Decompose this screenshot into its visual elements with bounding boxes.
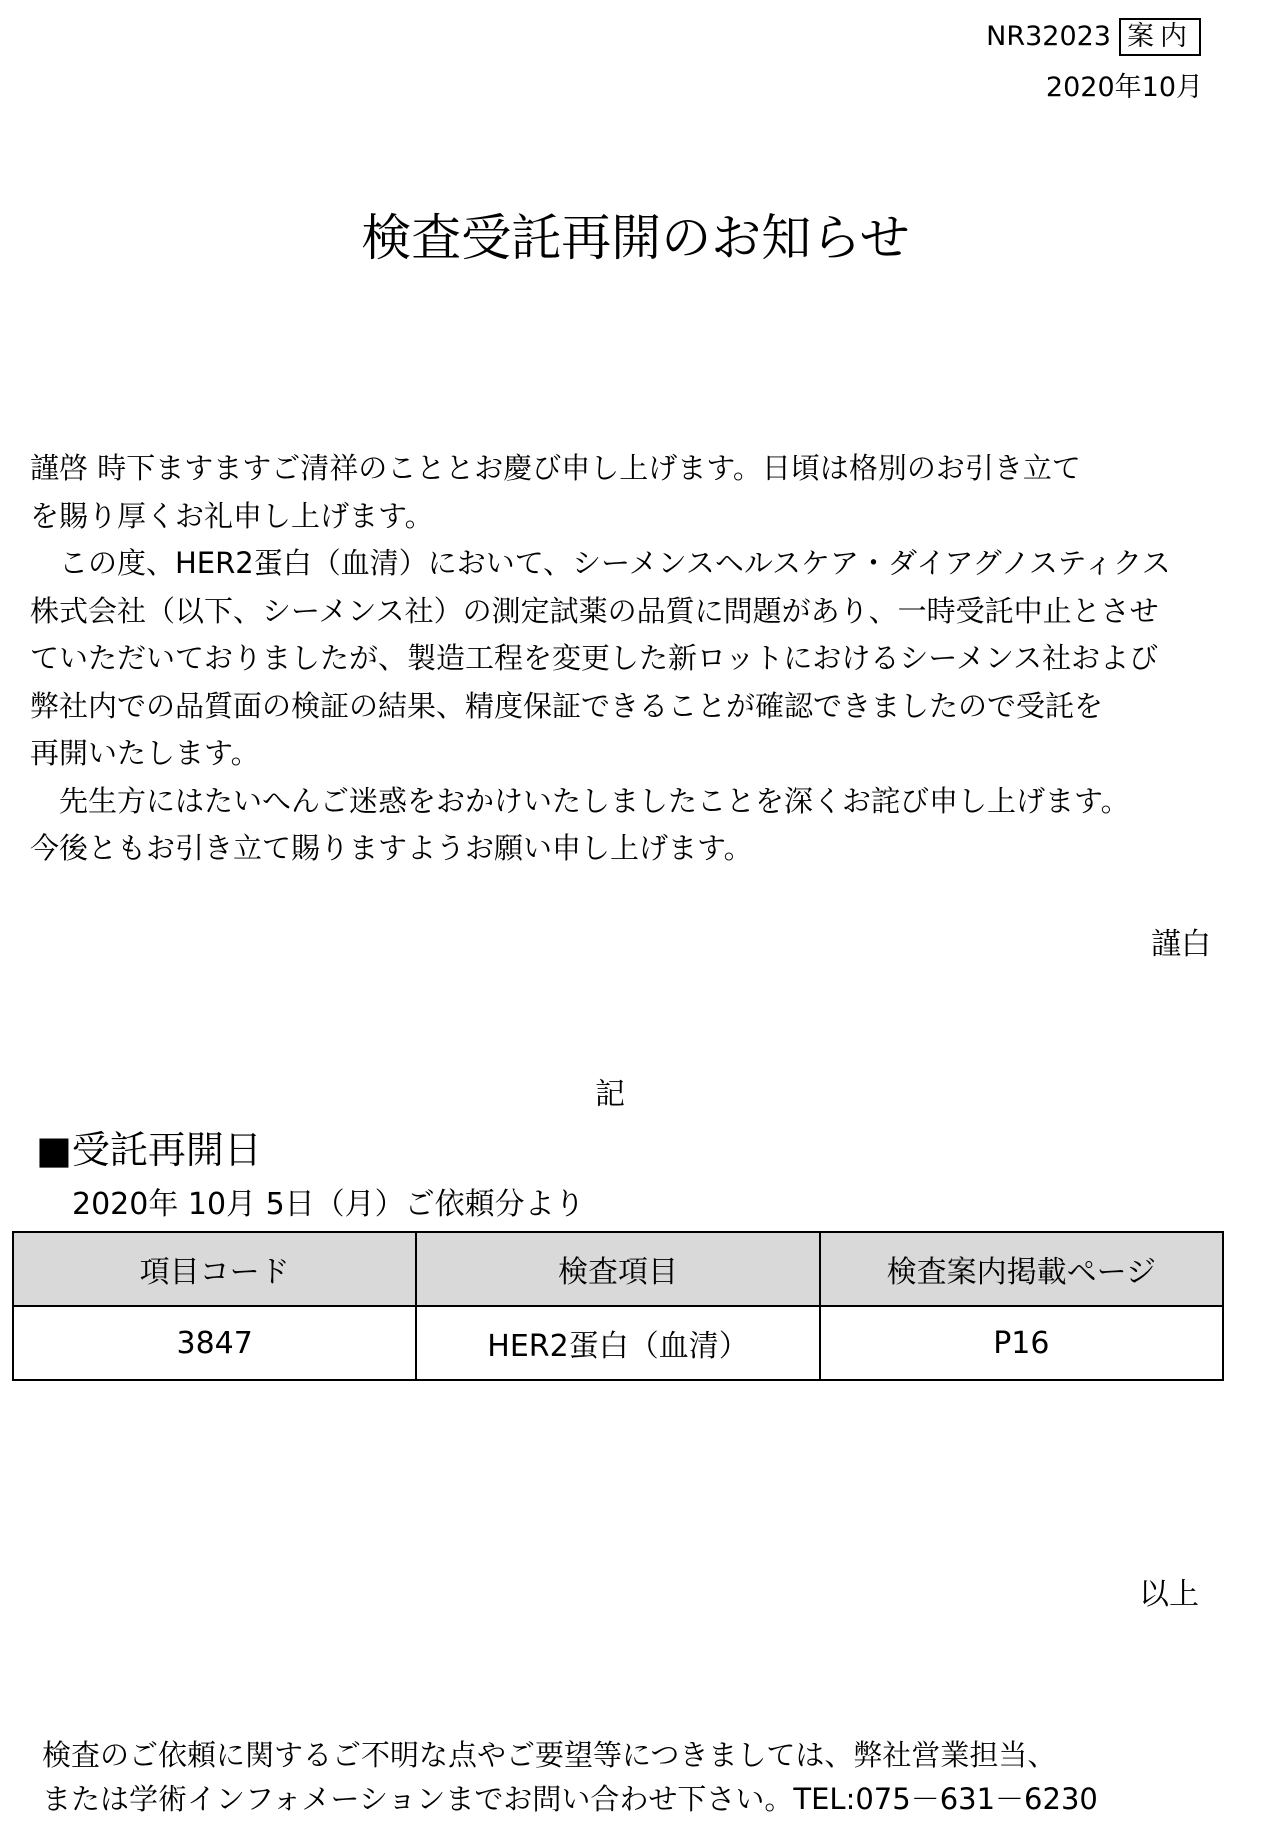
header-item-code: 項目コード [13,1232,416,1306]
table-row [13,1306,1223,1380]
cell-test-item: HER2蛋白（血清） [416,1306,819,1380]
header-test-item: 検査項目 [416,1232,819,1306]
contact-line: または学術インフォメーションまでお問い合わせ下さい。TEL:075－631－6230 [42,1782,1098,1816]
text-line: を賜り厚くお礼申し上げます。 [30,498,434,533]
paragraph-notice [30,540,1235,778]
header-guide-page: 検査案内掲載ページ [820,1232,1223,1306]
text-line: 先生方にはたいへんご迷惑をおかけいたしましたことを深くお詫び申し上げます。 [30,783,1130,818]
contact-info [42,1733,1098,1821]
contact-line: 検査のご依頼に関するご不明な点やご要望等につきましては、弊社営業担当、 [42,1738,1057,1772]
text-line: 弊社内での品質面の検証の結果、精度保証できることが確認できましたので受託を [30,688,1104,723]
body-text [30,445,1235,873]
text-line: この度、HER2蛋白（血清）において、シーメンスヘルスケア・ダイアグノスティクス [30,546,1171,580]
document-type-badge: 案内 [1119,18,1201,56]
resume-date: 2020年 10月 5日（月）ご依頼分より [72,1187,585,1222]
paragraph-greeting [30,445,1235,540]
text-line: 謹啓 時下ますますご清祥のこととお慶び申し上げます。日頃は格別のお引き立て [30,451,1081,485]
paragraph-apology [30,778,1235,873]
text-line: 今後ともお引き立て賜りますようお願い申し上げます。 [30,831,753,865]
item-table [12,1231,1224,1381]
text-line: ていただいておりましたが、製造工程を変更した新ロットにおけるシーメンス社および [30,641,1159,675]
cell-guide-page: P16 [820,1306,1223,1380]
closing-ijou: 以上 [1139,1577,1199,1612]
document-number [986,18,1201,56]
ki-mark: 記 [595,1077,625,1112]
cell-item-code: 3847 [13,1306,416,1380]
text-line: 株式会社（以下、シーメンス社）の測定試薬の品質に問題があり、一時受託中止とさせ [30,593,1159,628]
table-header-row [13,1232,1223,1306]
closing-kinpaku: 謹白 [1151,927,1211,962]
resume-heading: ■受託再開日 [36,1128,262,1172]
document-code: NR32023 [986,21,1111,52]
document-date: 2020年10月 [1045,72,1203,103]
page-title: 検査受託再開のお知らせ [361,209,910,267]
text-line: 再開いたします。 [30,736,260,770]
